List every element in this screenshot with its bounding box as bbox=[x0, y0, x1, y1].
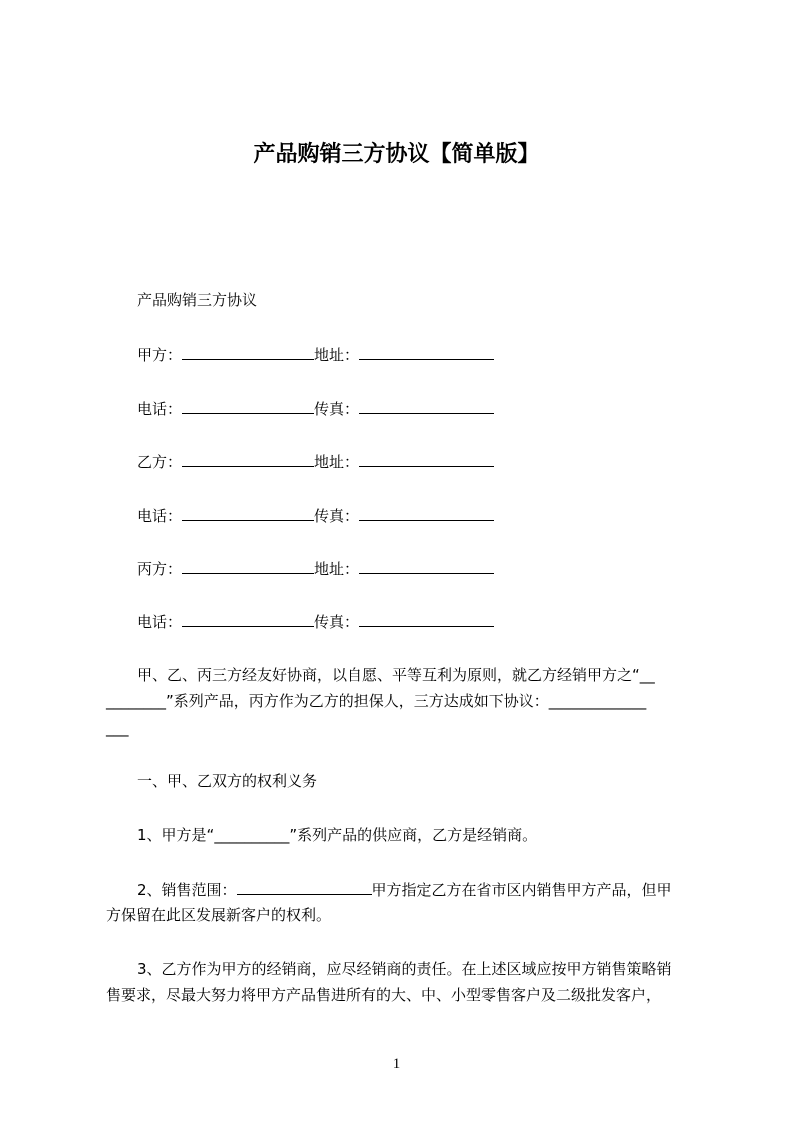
field-row bbox=[137, 612, 494, 631]
paragraph-line: 3、乙方作为甲方的经销商，应尽经销商的责任。在上述区域应按甲方销售策略销 bbox=[137, 960, 672, 978]
section-heading: 一、甲、乙双方的权利义务 bbox=[137, 772, 318, 790]
blank-line bbox=[359, 559, 494, 574]
field-row bbox=[137, 399, 494, 418]
blank-line bbox=[182, 559, 314, 574]
blank-line bbox=[182, 612, 314, 627]
field-label: 电话： bbox=[137, 507, 183, 525]
paragraph-line bbox=[137, 880, 672, 899]
blank-line bbox=[182, 345, 314, 360]
blank-line bbox=[237, 880, 372, 895]
blank-line bbox=[182, 506, 314, 521]
blank-line bbox=[359, 452, 494, 467]
field-label: 乙方： bbox=[137, 453, 183, 471]
document-title: 产品购销三方协议【简单版】 bbox=[253, 142, 540, 167]
subtitle: 产品购销三方协议 bbox=[137, 291, 258, 309]
field-row bbox=[137, 559, 494, 578]
field-label: 传真： bbox=[314, 613, 360, 631]
clause-text: 甲方指定乙方在省市区内销售甲方产品，但甲 bbox=[371, 881, 672, 899]
field-label: 地址： bbox=[314, 346, 360, 364]
blank-line bbox=[359, 399, 494, 414]
blank-line bbox=[359, 506, 494, 521]
field-row bbox=[137, 345, 494, 364]
paragraph-line: ________”系列产品，丙方作为乙方的担保人，三方达成如下协议：_____________ bbox=[106, 692, 647, 710]
blank-line bbox=[182, 399, 314, 414]
blank-line bbox=[359, 612, 494, 627]
paragraph-line: 方保留在此区发展新客户的权利。 bbox=[106, 906, 332, 924]
field-label: 电话： bbox=[137, 400, 183, 418]
field-label: 地址： bbox=[314, 560, 360, 578]
page-number: 1 bbox=[392, 1056, 401, 1072]
blank-line bbox=[182, 452, 314, 467]
blank-line bbox=[359, 345, 494, 360]
field-row bbox=[137, 452, 494, 471]
field-label: 丙方： bbox=[137, 560, 183, 578]
field-label: 传真： bbox=[314, 400, 360, 418]
field-label: 传真： bbox=[314, 507, 360, 525]
field-label: 地址： bbox=[314, 453, 360, 471]
paragraph-line: 售要求，尽最大努力将甲方产品售进所有的大、中、小型零售客户及二级批发客户， bbox=[106, 986, 662, 1004]
paragraph-line: ___ bbox=[106, 719, 129, 737]
clause-text: 2、销售范围： bbox=[137, 881, 237, 899]
paragraph-line: 甲、乙、丙三方经友好协商，以自愿、平等互利为原则，就乙方经销甲方之“__ bbox=[137, 666, 655, 684]
field-row bbox=[137, 506, 494, 525]
field-label: 甲方： bbox=[137, 346, 183, 364]
clause-1: 1、甲方是“__________”系列产品的供应商，乙方是经销商。 bbox=[137, 826, 538, 844]
field-label: 电话： bbox=[137, 613, 183, 631]
